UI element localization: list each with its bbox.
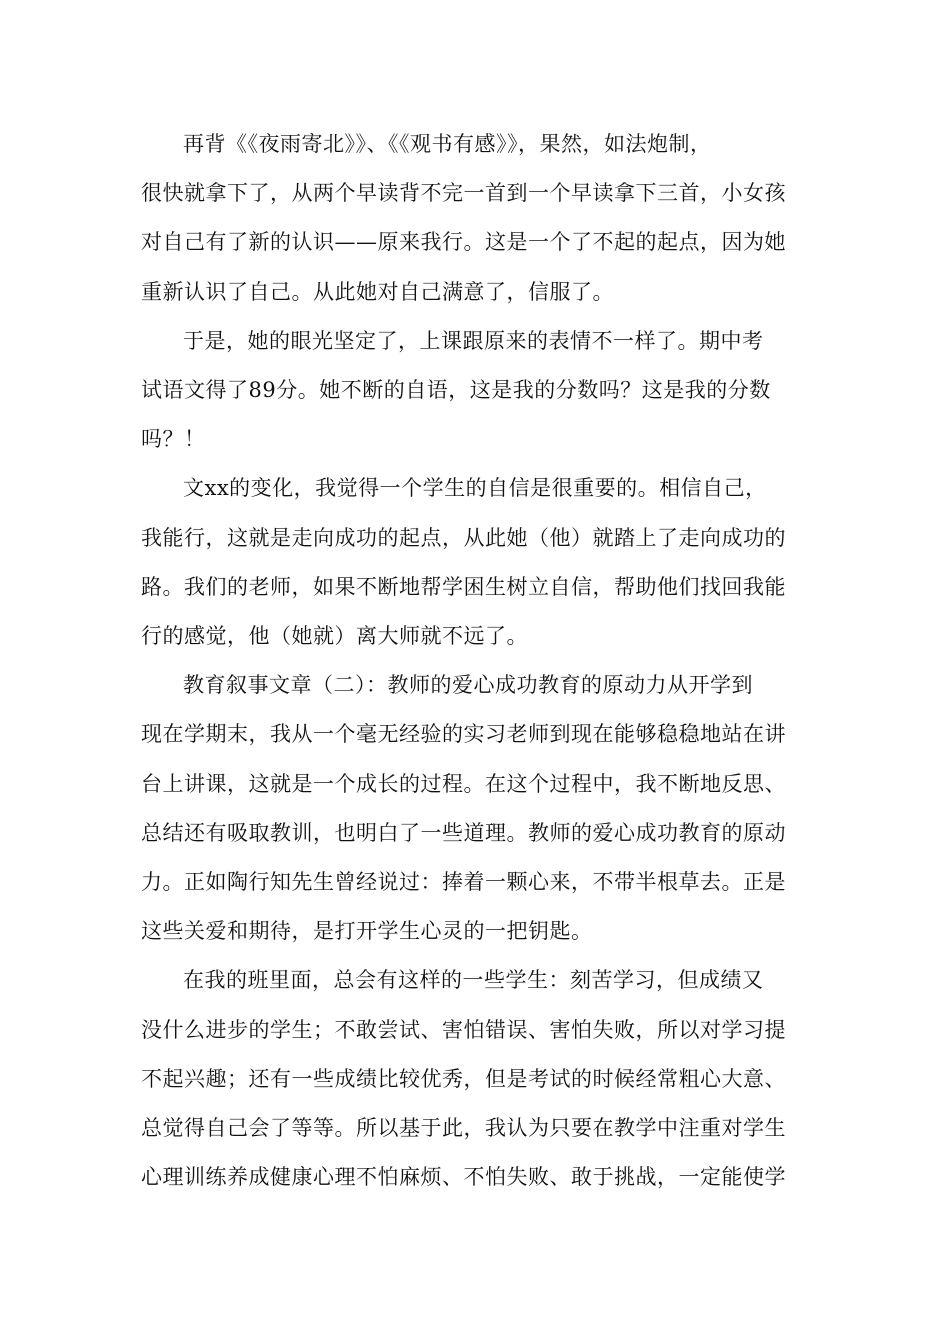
text-line: 路。我们的老师，如果不断地帮学困生树立自信，帮助他们找回我能 [141, 574, 786, 599]
text-line: 吗？！ [141, 427, 206, 452]
text-line: 这些关爱和期待，是打开学生心灵的一把钥匙。 [141, 919, 593, 944]
text-line: 试语文得了89分。她不断的自语，这是我的分数吗？这是我的分数 [141, 378, 771, 403]
text-line: 总觉得自己会了等等。所以基于此，我认为只要在教学中注重对学生 [141, 1116, 786, 1141]
text-line: 行的感觉，他（她就）离大师就不远了。 [141, 624, 528, 649]
text-line: 台上讲课，这就是一个成长的过程。在这个过程中，我不断地反思、 [141, 771, 786, 796]
text-line: 没什么进步的学生；不敢尝试、害怕错误、害怕失败，所以对学习提 [141, 1017, 786, 1042]
paragraph-4 [141, 661, 813, 956]
text-line: 我能行，这就是走向成功的起点，从此她（他）就踏上了走向成功的 [141, 525, 786, 550]
text-line: 于是，她的眼光坚定了，上课跟原来的表情不一样了。期中考 [183, 328, 764, 353]
text-line: 对自己有了新的认识——原来我行。这是一个了不起的起点，因为她 [141, 230, 786, 255]
text-line: 教育叙事文章（二）：教师的爱心成功教育的原动力从开学到 [183, 673, 753, 698]
text-line: 不起兴趣；还有一些成绩比较优秀，但是考试的时候经常粗心大意、 [141, 1066, 786, 1091]
text-line: 再背《《夜雨寄北》》、《《观书有感》》，果然，如法炮制， [183, 132, 712, 156]
paragraph-2 [141, 317, 813, 465]
text-line: 文xx的变化，我觉得一个学生的自信是很重要的。相信自己， [183, 476, 767, 501]
text-line: 重新认识了自己。从此她对自己满意了，信服了。 [141, 279, 614, 304]
paragraph-1 [141, 120, 813, 317]
text-line: 现在学期末，我从一个毫无经验的实习老师到现在能够稳稳地站在讲 [141, 722, 786, 747]
paragraph-3 [141, 464, 813, 661]
text-line: 力。正如陶行知先生曾经说过：捧着一颗心来，不带半根草去。正是 [141, 870, 786, 895]
paragraph-5 [141, 956, 813, 1202]
text-line: 很快就拿下了，从两个早读背不完一首到一个早读拿下三首，小女孩 [141, 181, 786, 206]
document-body [141, 120, 813, 1202]
text-line: 在我的班里面，总会有这样的一些学生：刻苦学习，但成绩又 [183, 968, 764, 993]
text-line: 心理训练养成健康心理不怕麻烦、不怕失败、敢于挑战，一定能使学 [141, 1165, 786, 1190]
text-line: 总结还有吸取教训，也明白了一些道理。教师的爱心成功教育的原动 [141, 820, 786, 845]
